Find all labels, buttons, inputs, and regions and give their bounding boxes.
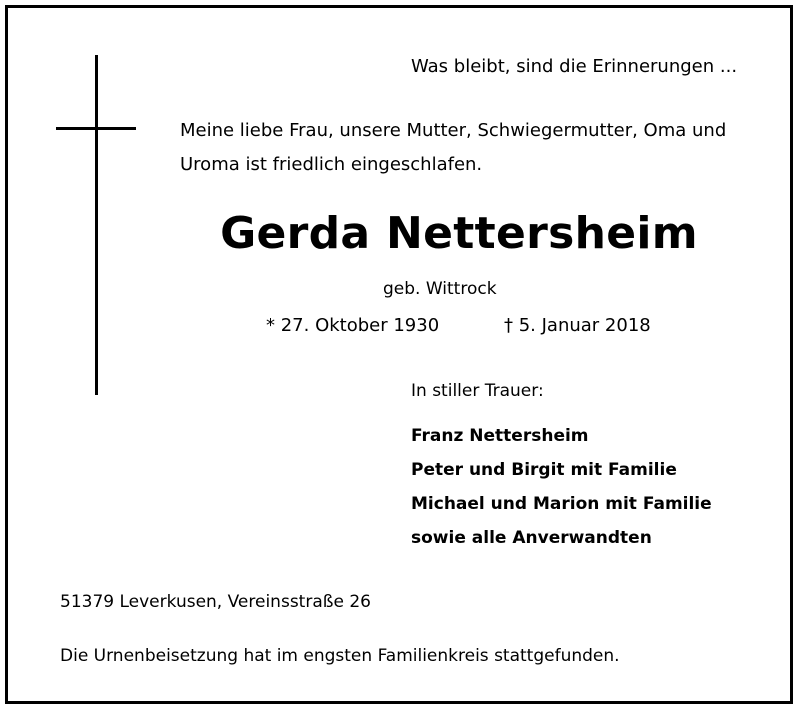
death-date: † 5. Januar 2018 xyxy=(504,315,651,336)
address-text: 51379 Leverkusen, Vereinsstraße 26 xyxy=(60,592,371,612)
deceased-name: Gerda Nettersheim xyxy=(220,208,698,259)
obituary-card xyxy=(5,5,793,704)
intro-line: Uroma ist friedlich eingeschlafen. xyxy=(180,154,483,175)
intro-line: Meine liebe Frau, unsere Mutter, Schwiegermutter, Oma und xyxy=(180,120,727,141)
burial-notice: Die Urnenbeisetzung hat im engsten Familienkreis stattgefunden. xyxy=(60,646,620,666)
mourner-item: Franz Nettersheim xyxy=(411,426,589,446)
mourning-intro: In stiller Trauer: xyxy=(411,381,544,401)
motto-text: Was bleibt, sind die Erinnerungen ... xyxy=(411,56,738,77)
mourner-item: Peter und Birgit mit Familie xyxy=(411,460,677,480)
birth-date: * 27. Oktober 1930 xyxy=(266,315,440,336)
intro-text xyxy=(180,114,726,182)
mourner-item: sowie alle Anverwandten xyxy=(411,528,652,548)
cross-horizontal-bar xyxy=(56,127,136,130)
mourners-list xyxy=(411,419,712,555)
maiden-name: geb. Wittrock xyxy=(383,279,497,299)
mourner-item: Michael und Marion mit Familie xyxy=(411,494,712,514)
